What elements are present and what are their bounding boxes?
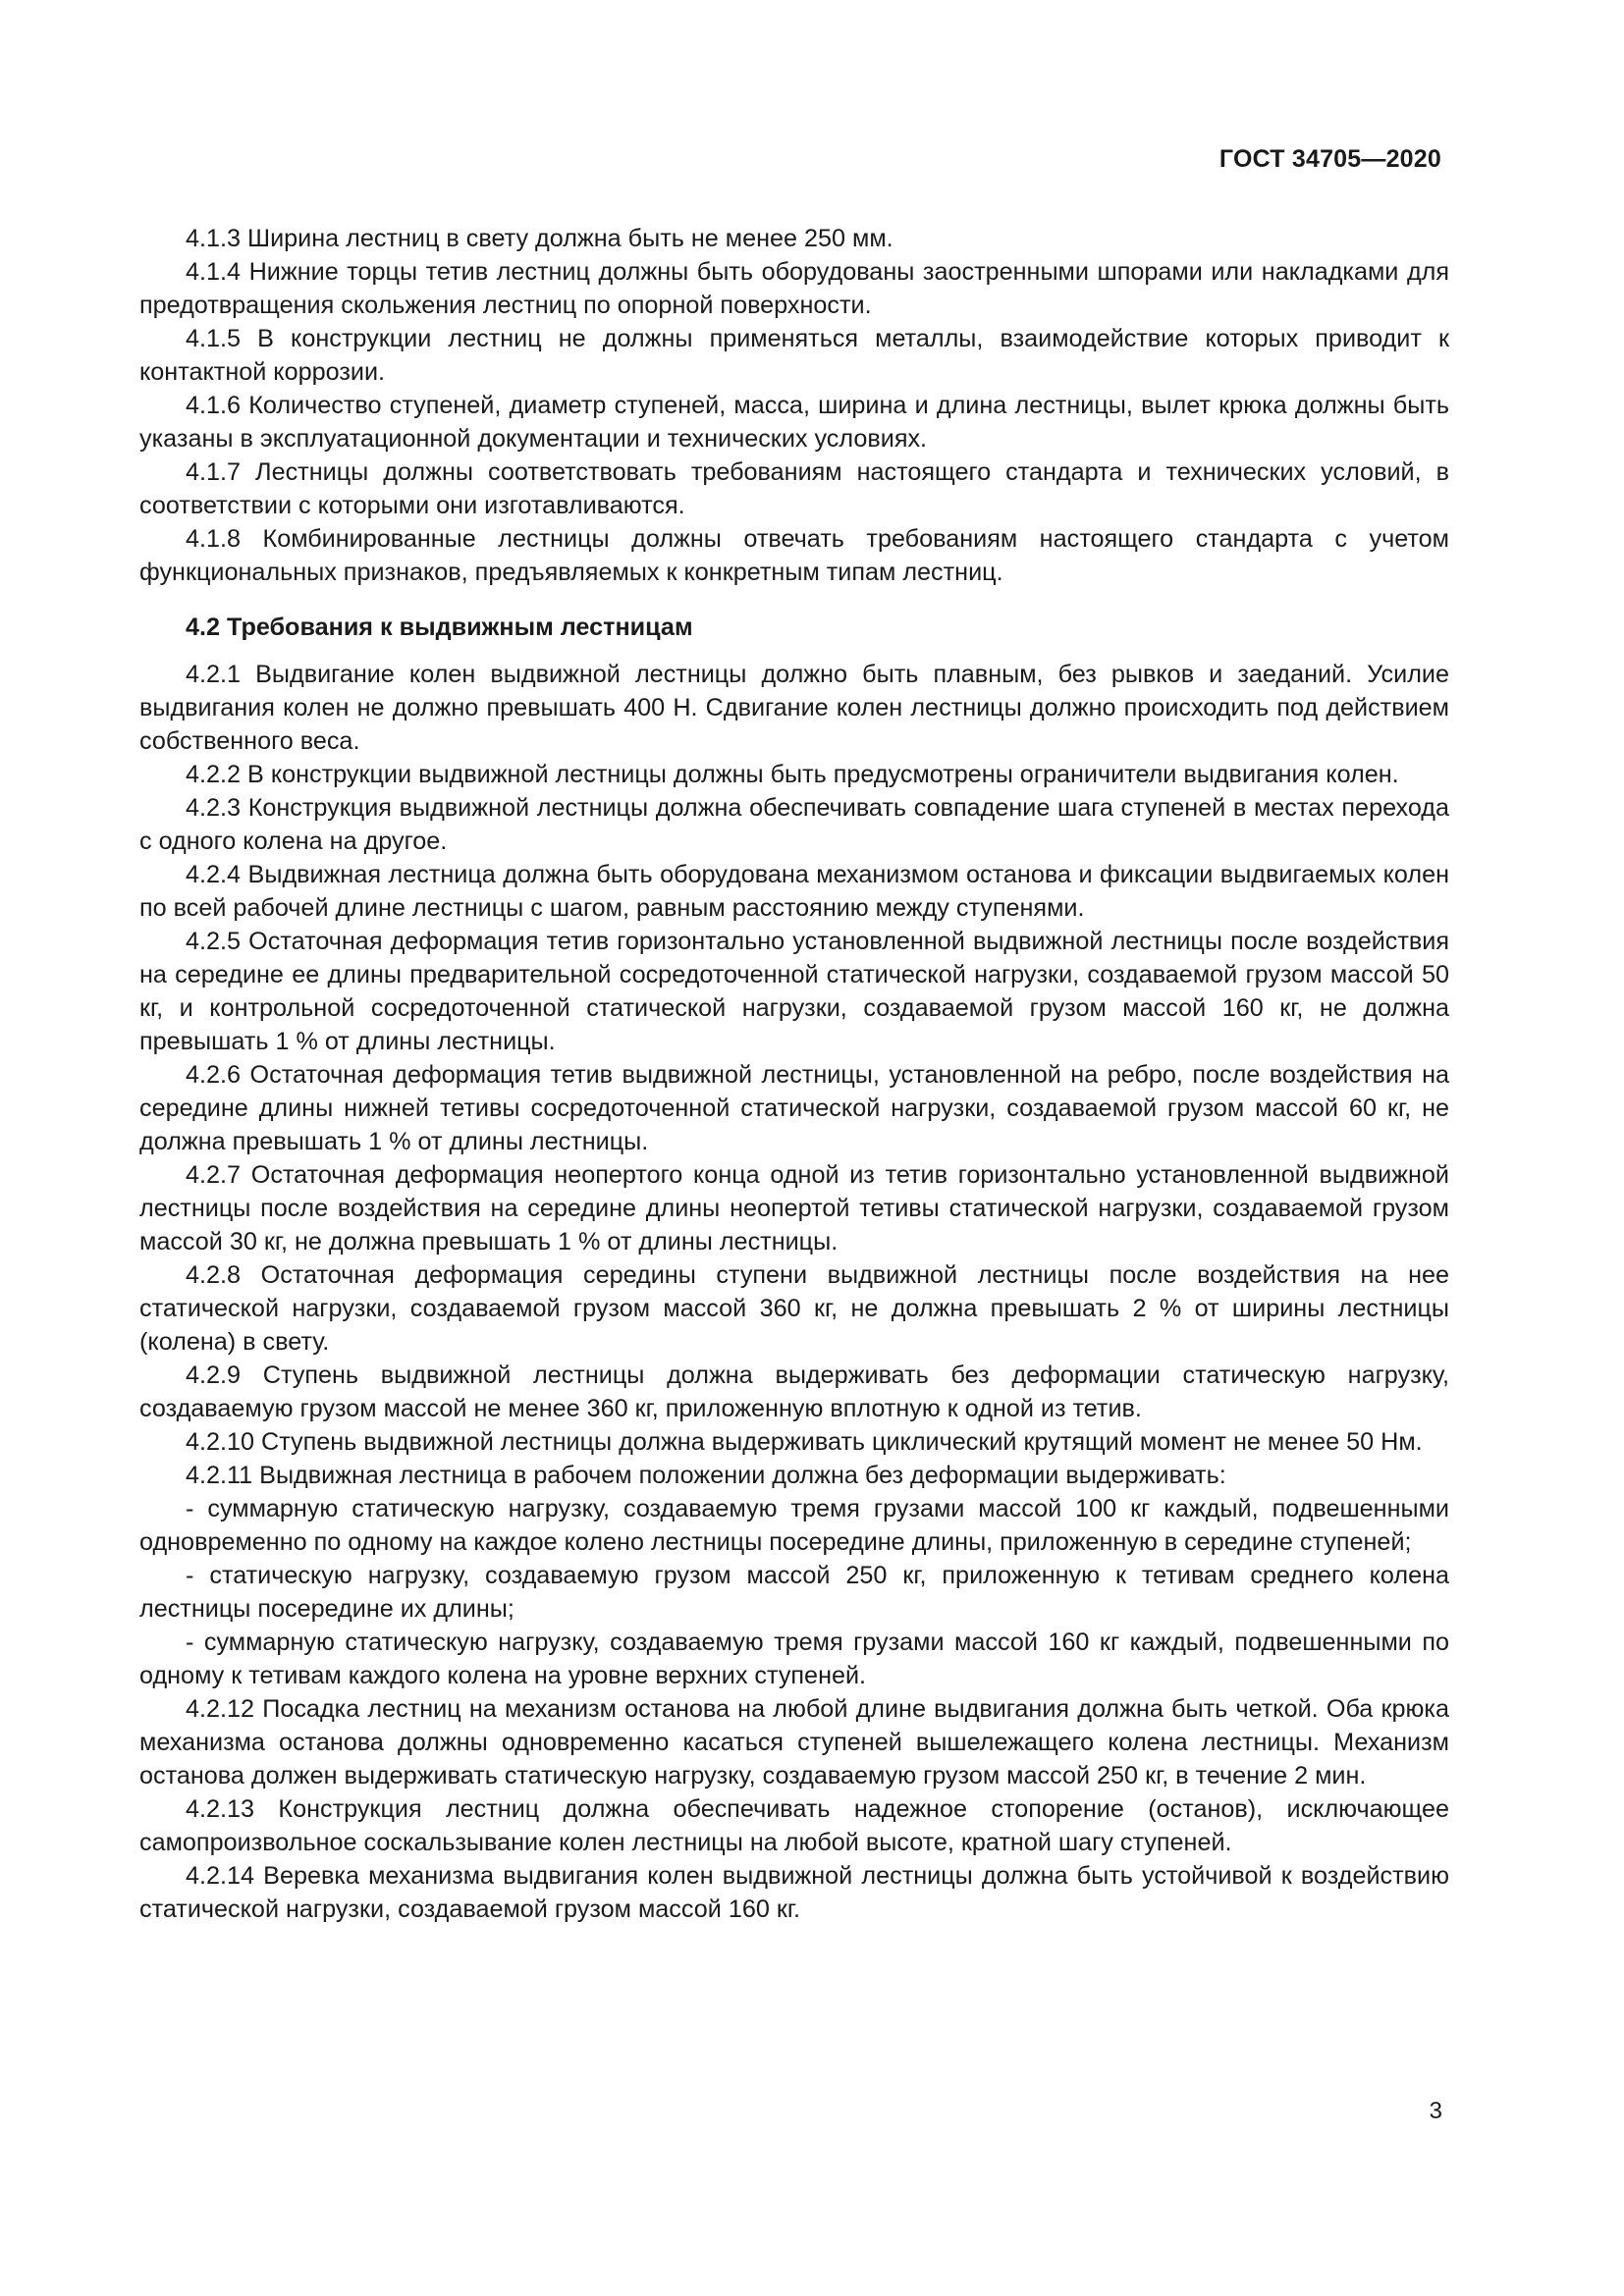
paragraph-4-2-2: 4.2.2 В конструкции выдвижной лестницы должны быть предусмотрены ограничители выдвигания колен.	[186, 761, 1399, 788]
paragraph-4-2-14: 4.2.14 Веревка механизма выдвигания колен выдвижной лестницы должна быть устойчивой к воздействию статической нагрузки, создаваемой грузом массой 160 кг.	[139, 1862, 1449, 1923]
paragraph-4-2-5: 4.2.5 Остаточная деформация тетив горизонтально установленной выдвижной лестницы после воздействия на середине ее длины предварительной сосредоточенной статической нагрузки, создаваемой грузом массой 50 кг, и контрольной сосредоточенной статической нагрузки, создаваемой грузом массой 160 кг, не должна превышать 1 % от длины лестницы.	[139, 928, 1449, 1055]
list-item-load-2: - статическую нагрузку, создаваемую грузом массой 250 кг, приложенную к тетивам среднего колена лестницы посередине их длины;	[139, 1562, 1449, 1623]
paragraph-4-2-1: 4.2.1 Выдвигание колен выдвижной лестницы должно быть плавным, без рывков и заеданий. Усилие выдвигания колен не должно превышать 400 Н. Сдвигание колен лестницы должно происходить под действием собственного веса.	[139, 661, 1449, 755]
document-body	[139, 222, 1449, 1926]
paragraph-4-2-4: 4.2.4 Выдвижная лестница должна быть оборудована механизмом останова и фиксации выдвигаемых колен по всей рабочей длине лестницы с шагом, равным расстоянию между ступенями.	[139, 861, 1449, 922]
paragraph-4-2-10: 4.2.10 Ступень выдвижной лестницы должна выдерживать циклический крутящий момент не менее 50 Нм.	[186, 1428, 1423, 1456]
paragraph-4-1-7: 4.1.7 Лестницы должны соответствовать требованиям настоящего стандарта и технических условий, в соответствии с которыми они изготавливаются.	[139, 458, 1449, 519]
paragraph-4-2-6: 4.2.6 Остаточная деформация тетив выдвижной лестницы, установленной на ребро, после воздействия на середине длины нижней тетивы сосредоточенной статической нагрузки, создаваемой грузом массой 60 кг, не должна превышать 1 % от длины лестницы.	[139, 1061, 1449, 1155]
paragraph-4-2-7: 4.2.7 Остаточная деформация неопертого конца одной из тетив горизонтально установленной выдвижной лестницы после воздействия на середине длины неопертой тетивы статической нагрузки, создаваемой грузом массой 30 кг, не должна превышать 1 % от длины лестницы.	[139, 1161, 1449, 1255]
paragraph-4-2-12: 4.2.12 Посадка лестниц на механизм останова на любой длине выдвигания должна быть четкой. Оба крюка механизма останова должны одновременно касаться ступеней вышележащего колена лестницы. Механизм останова должен выдерживать статическую нагрузку, создаваемую грузом массой 250 кг, в течение 2 мин.	[139, 1695, 1449, 1789]
paragraph-4-1-8: 4.1.8 Комбинированные лестницы должны отвечать требованиям настоящего стандарта с учетом функциональных признаков, предъявляемых к конкретным типам лестниц.	[139, 525, 1449, 586]
list-item-load-3: - суммарную статическую нагрузку, создаваемую тремя грузами массой 160 кг каждый, подвешенными по одному к тетивам каждого колена на уровне верхних ступеней.	[139, 1629, 1449, 1689]
paragraph-4-1-4: 4.1.4 Нижние торцы тетив лестниц должны быть оборудованы заостренными шпорами или накладками для предотвращения скольжения лестниц по опорной поверхности.	[139, 258, 1449, 319]
page-number: 3	[1429, 2098, 1442, 2124]
paragraph-4-1-3: 4.1.3 Ширина лестниц в свету должна быть не менее 250 мм.	[186, 225, 893, 252]
document-number-header: ГОСТ 34705—2020	[1218, 145, 1441, 173]
list-item-load-1: - суммарную статическую нагрузку, создаваемую тремя грузами массой 100 кг каждый, подвешенными одновременно по одному на каждое колено лестницы посередине длины, приложенную в середине ступеней;	[139, 1495, 1449, 1556]
paragraph-4-2-13: 4.2.13 Конструкция лестниц должна обеспечивать надежное стопорение (останов), исключающее самопроизвольное соскальзывание колен лестницы на любой высоте, кратной шагу ступеней.	[139, 1795, 1449, 1856]
section-heading-4-2: 4.2 Требования к выдвижным лестницам	[186, 614, 693, 641]
paragraph-4-2-8: 4.2.8 Остаточная деформация середины ступени выдвижной лестницы после воздействия на нее статической нагрузки, создаваемой грузом массой 360 кг, не должна превышать 2 % от ширины лестницы (колена) в свету.	[139, 1261, 1449, 1356]
paragraph-4-1-6: 4.1.6 Количество ступеней, диаметр ступеней, масса, ширина и длина лестницы, вылет крюка должны быть указаны в эксплуатационной документации и технических условиях.	[139, 392, 1449, 453]
paragraph-4-2-3: 4.2.3 Конструкция выдвижной лестницы должна обеспечивать совпадение шага ступеней в местах перехода с одного колена на другое.	[139, 794, 1449, 855]
paragraph-4-1-5: 4.1.5 В конструкции лестниц не должны применяться металлы, взаимодействие которых приводит к контактной коррозии.	[139, 325, 1449, 386]
paragraph-4-2-9: 4.2.9 Ступень выдвижной лестницы должна выдерживать без деформации статическую нагрузку, создаваемую грузом массой не менее 360 кг, приложенную вплотную к одной из тетив.	[139, 1362, 1449, 1422]
paragraph-4-2-11: 4.2.11 Выдвижная лестница в рабочем положении должна без деформации выдерживать:	[186, 1462, 1226, 1489]
